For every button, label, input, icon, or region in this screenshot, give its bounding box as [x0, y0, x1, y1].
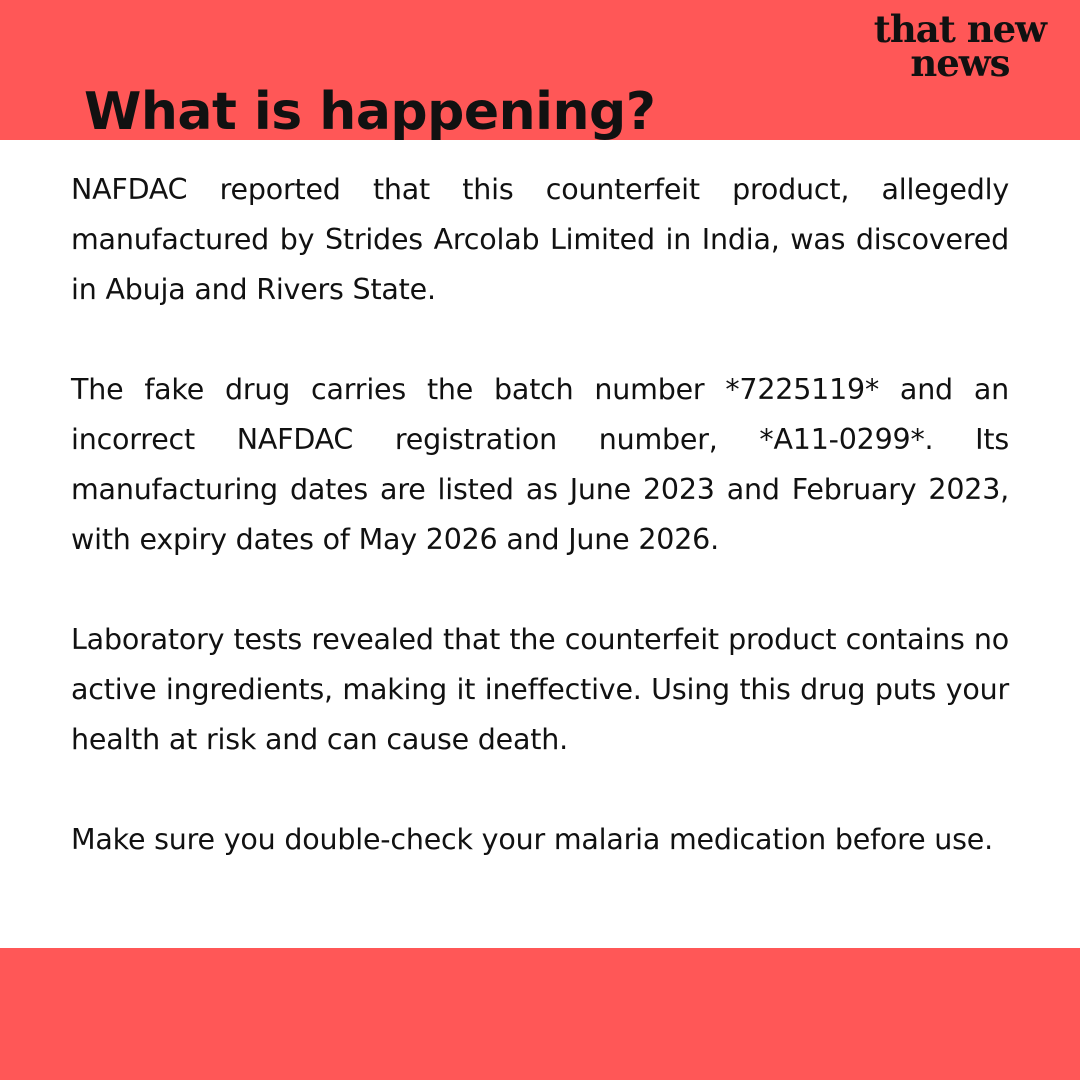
brand-logo — [873, 7, 1046, 85]
footer-band — [0, 948, 1080, 1080]
paragraph-advice: Make sure you double-check your malaria medication before use. — [71, 823, 993, 856]
paragraph-report: NAFDAC reported that this counterfeit product, allegedly manufactured by Strides Arcolab Limited in India, was discovered in Abuja and Rivers State. — [71, 173, 1009, 306]
article-body — [71, 165, 1009, 915]
page-title: What is happening? — [84, 82, 656, 142]
brand-logo-line-1: that new — [873, 7, 1046, 51]
paragraph-batch-details: The fake drug carries the batch number *7225119* and an incorrect NAFDAC registration number, *A11-0299*. Its manufacturing dates are listed as June 2023 and February 2023, with expiry dates of May 2026 and June 2026. — [71, 373, 1009, 556]
brand-logo-line-2: news — [910, 41, 1010, 85]
paragraph-lab-tests: Laboratory tests revealed that the counterfeit product contains no active ingredients, making it ineffective. Using this drug puts your health at risk and can cause death. — [71, 623, 1009, 756]
